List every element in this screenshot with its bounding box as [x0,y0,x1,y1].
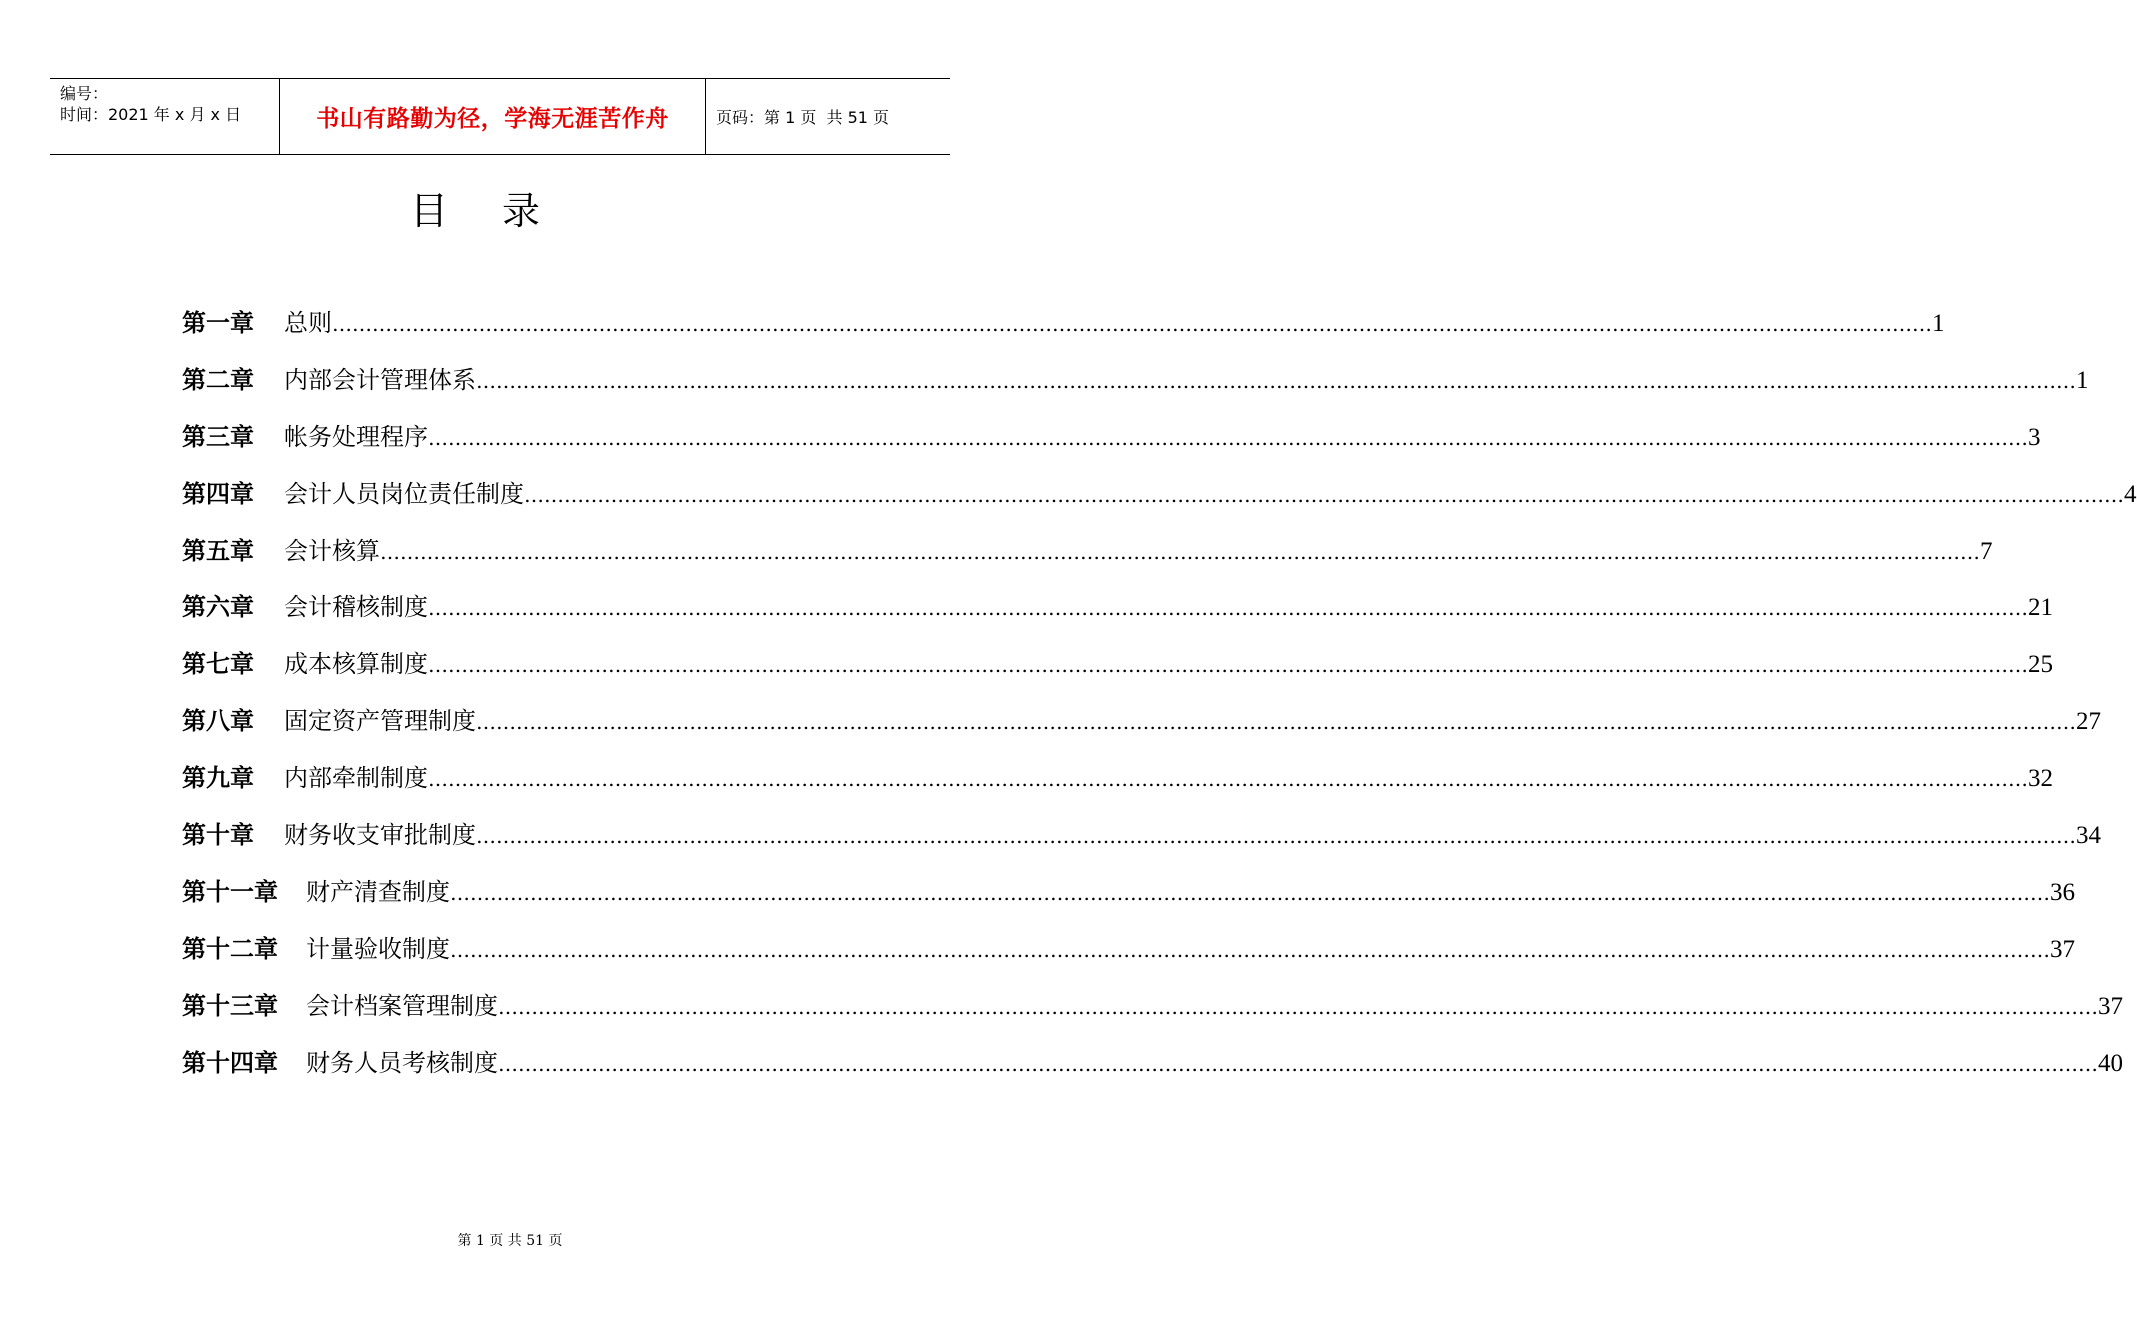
header-page-info [706,79,950,154]
toc-chapter-title: 计量验收制度 [306,934,450,963]
toc-page-number: 37 [2050,935,2075,963]
toc-page-number: 4 [2124,480,2137,508]
toc-page-number: 1 [2076,366,2089,394]
toc-leader-dots: …………………………………………………………………………………………………………………………………………………………………………………………………………………… [498,994,2098,1019]
toc-chapter-label: 第十三章 [182,991,278,1020]
toc-chapter-label: 第八章 [182,707,254,736]
toc-entry[interactable] [182,927,2075,984]
toc-entry[interactable] [182,301,1945,358]
toc-chapter-label: 第十一章 [182,877,278,906]
toc-chapter-label: 第十章 [182,821,254,850]
toc-chapter-label: 第七章 [182,650,254,679]
toc-leader-dots: …………………………………………………………………………………………………………………………………………………………………………………………………………………… [476,710,2076,735]
toc-leader-dots: …………………………………………………………………………………………………………………………………………………………………………………………………………………… [450,880,2050,905]
toc-page-number: 1 [1932,310,1945,337]
toc-page-number: 37 [2098,992,2123,1020]
toc-entry[interactable] [182,472,2137,529]
page-title [0,186,950,236]
toc-page-number: 32 [2028,765,2053,793]
title-char-1: 目 [409,189,448,233]
toc-leader-dots: …………………………………………………………………………………………………………………………………………………………………………………………………………………… [332,312,1932,336]
time-label: 时间：2021 年 x 月 x 日 [60,105,242,124]
toc-chapter-title: 财务收支审批制度 [284,821,476,850]
toc-chapter-label: 第十二章 [182,934,278,963]
toc-entry[interactable] [182,756,2053,813]
toc-leader-dots: …………………………………………………………………………………………………………………………………………………………………………………………………………………… [428,596,2028,621]
toc-leader-dots: …………………………………………………………………………………………………………………………………………………………………………………………………………………… [450,937,2050,962]
toc-leader-dots: …………………………………………………………………………………………………………………………………………………………………………………………………………………… [476,368,2076,393]
page-footer: 第 1 页 共 51 页 [457,1233,563,1249]
toc-page-number: 25 [2028,651,2053,679]
toc-entry[interactable] [182,358,2089,415]
toc-chapter-label: 第十四章 [182,1048,278,1077]
toc-entry[interactable] [182,870,2075,927]
toc-chapter-title: 成本核算制度 [284,650,428,679]
toc-leader-dots: …………………………………………………………………………………………………………………………………………………………………………………………………………………… [380,539,1980,564]
page-info-text: 页码：第 1 页 共 51 页 [716,108,890,127]
toc-entry[interactable] [182,699,2101,756]
toc-entry[interactable] [182,1041,2123,1098]
toc-page-number: 36 [2050,878,2075,906]
toc-page-number: 7 [1980,537,1993,565]
toc-leader-dots: …………………………………………………………………………………………………………………………………………………………………………………………………………………… [498,1051,2098,1076]
title-char-2: 录 [502,189,541,233]
toc-entry[interactable] [182,415,2041,472]
toc-chapter-title: 财产清查制度 [306,877,450,906]
toc-chapter-label: 第二章 [182,365,254,394]
toc-chapter-title: 会计档案管理制度 [306,991,498,1020]
toc-page-number: 3 [2028,423,2041,451]
toc-entry[interactable] [182,813,2101,870]
toc-entry[interactable] [182,585,2053,642]
toc-chapter-title: 内部牵制制度 [284,764,428,793]
toc-entry[interactable] [182,529,1993,586]
toc-chapter-title: 帐务处理程序 [284,422,428,451]
toc-leader-dots: …………………………………………………………………………………………………………………………………………………………………………………………………………………… [476,824,2076,849]
toc-chapter-title: 财务人员考核制度 [306,1048,498,1077]
toc-leader-dots: …………………………………………………………………………………………………………………………………………………………………………………………………………………… [428,653,2028,678]
toc-page-number: 34 [2076,822,2101,850]
toc-chapter-label: 第九章 [182,764,254,793]
toc-page-number: 21 [2028,594,2053,622]
toc-chapter-label: 第四章 [182,479,254,508]
toc-leader-dots: …………………………………………………………………………………………………………………………………………………………………………………………………………………… [428,767,2028,792]
toc-page-number: 27 [2076,708,2101,736]
toc-chapter-title: 会计人员岗位责任制度 [284,479,524,508]
toc-entry[interactable] [182,642,2053,699]
toc-leader-dots: …………………………………………………………………………………………………………………………………………………………………………………………………………………… [524,482,2124,507]
header-slogan: 书山有路勤为径，学海无涯苦作舟 [280,79,706,154]
toc-chapter-title: 固定资产管理制度 [284,707,476,736]
toc-chapter-title: 会计核算 [284,536,380,565]
table-of-contents [182,301,2137,1097]
header-meta [50,79,280,154]
toc-chapter-label: 第一章 [182,309,254,337]
toc-page-number: 40 [2098,1049,2123,1077]
toc-chapter-title: 总则 [284,309,332,337]
toc-chapter-label: 第三章 [182,422,254,451]
toc-chapter-title: 会计稽核制度 [284,593,428,622]
toc-chapter-title: 内部会计管理体系 [284,365,476,394]
toc-chapter-label: 第六章 [182,593,254,622]
toc-chapter-label: 第五章 [182,536,254,565]
number-label: 编号： [60,84,109,103]
toc-entry[interactable] [182,984,2123,1041]
toc-leader-dots: …………………………………………………………………………………………………………………………………………………………………………………………………………………… [428,425,2028,450]
document-header [50,78,950,155]
